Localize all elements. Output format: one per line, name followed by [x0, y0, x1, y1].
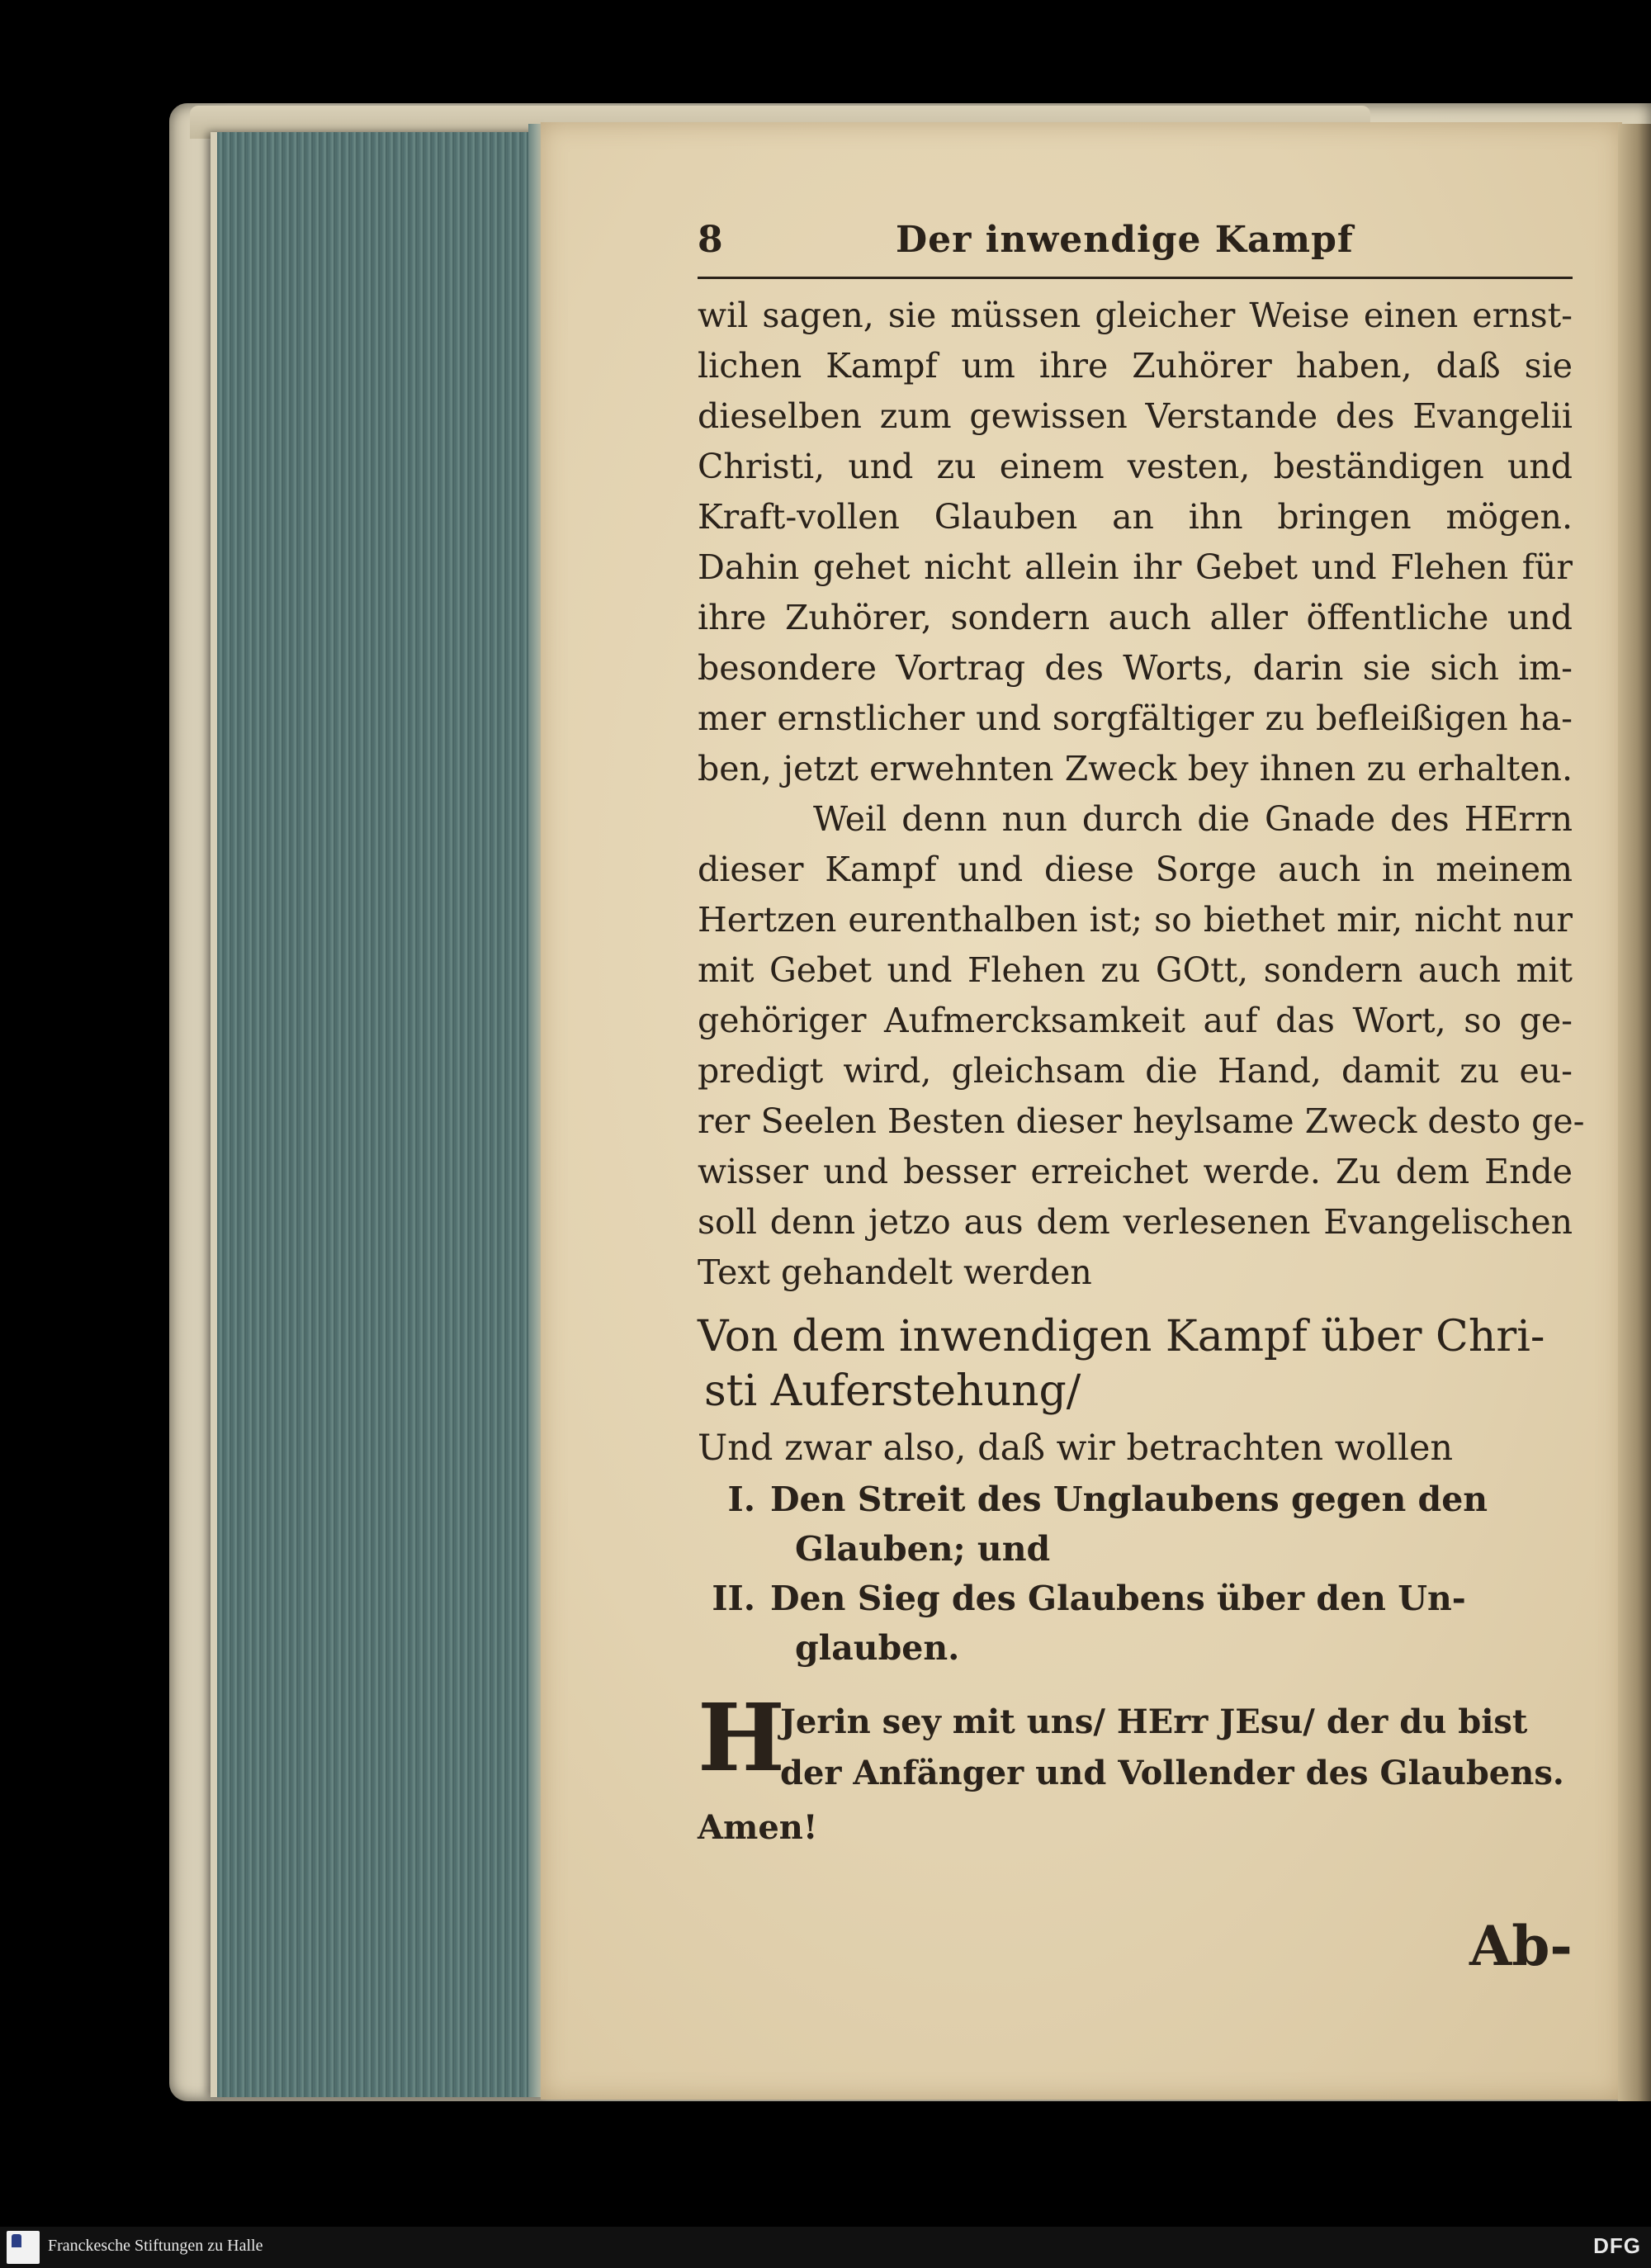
text-line: predigt wird, gleichsam die Hand, damit zu eu- [698, 1051, 1573, 1091]
page-text [698, 219, 1585, 1868]
part-number: II. [712, 1579, 755, 1618]
part-item [698, 1574, 1573, 1623]
text-line: besondere Vortrag des Worts, darin sie sich im- [698, 648, 1573, 688]
running-title: Der inwendige Kampf [896, 219, 1354, 261]
text-line: soll denn jetzo aus dem verlesenen Evangelischen [698, 1202, 1573, 1242]
paragraph-1 [698, 291, 1573, 794]
page-number: 8 [698, 219, 723, 261]
prayer [698, 1684, 1573, 1868]
text-line: Kraft-vollen Glauben an ihn bringen mögen. [698, 497, 1573, 537]
text-line: Christi, und zu einem vesten, beständigen und [698, 447, 1573, 486]
running-header [698, 219, 1573, 277]
part-text: glauben. [795, 1628, 960, 1668]
text-line: mit Gebet und Flehen zu GOtt, sondern auch mit [698, 950, 1573, 990]
viewer-footer [0, 2227, 1651, 2268]
prayer-line: der Anfänger und Vollender des Glaubens. [780, 1754, 1564, 1792]
text-line: mer ernstlicher und sorgfältiger zu befleißigen ha- [698, 698, 1573, 738]
text-line: Hertzen eurenthalben ist; so biethet mir, nicht nur [698, 900, 1573, 940]
text-line: Weil denn nun durch die Gnade des HErrn [813, 799, 1573, 839]
text-line: ben, jetzt erwehnten Zweck bey ihnen zu erhalten. [698, 749, 1573, 788]
text-line: gehöriger Aufmercksamkeit auf das Wort, so ge- [698, 1001, 1573, 1040]
text-line: wisser und besser erreichet werde. Zu dem Ende [698, 1152, 1573, 1191]
part-text: Den Sieg des Glaubens über den Un- [770, 1579, 1466, 1618]
paragraph-2 [698, 794, 1585, 1298]
drop-cap: H [698, 1684, 785, 1792]
facing-page-edge [1618, 124, 1651, 2101]
text-line: Text gehandelt werden [698, 1252, 1092, 1292]
theme-line: Von dem inwendigen Kampf über Chri- [698, 1312, 1545, 1361]
building-icon [12, 2234, 21, 2247]
part-text: Den Streit des Unglaubens gegen den [770, 1480, 1488, 1519]
part-text: Glauben; und [795, 1529, 1051, 1569]
text-line: dieser Kampf und diese Sorge auch in meinem [698, 850, 1573, 889]
text-line: ihre Zuhörer, sondern auch aller öffentliche und [698, 598, 1573, 637]
theme-line: sti Auferstehung/ [704, 1366, 1081, 1416]
part-item [698, 1475, 1573, 1524]
text-line: lichen Kampf um ihre Zuhörer haben, daß sie [698, 346, 1573, 386]
text-line: dieselben zum gewissen Verstande des Evangelii [698, 396, 1573, 436]
text-line: rer Seelen Besten dieser heylsame Zweck desto ge- [698, 1101, 1585, 1141]
dfg-logo: DFG [1593, 2233, 1641, 2258]
part-number: I. [727, 1480, 755, 1519]
prayer-amen: Amen! [698, 1808, 818, 1847]
theme-intro: Und zwar also, daß wir betrachten wollen [698, 1428, 1454, 1469]
text-line: Dahin gehet nicht allein ihr Gebet und Flehen für [698, 547, 1573, 587]
header-rule [698, 277, 1573, 279]
catchword: Ab- [1469, 1914, 1573, 1978]
page-block-edges [211, 132, 547, 2097]
text-line: wil sagen, sie müssen gleicher Weise einen ernst- [698, 296, 1573, 335]
prayer-line: Jerin sey mit uns/ HErr JEsu/ der du bist [780, 1702, 1528, 1741]
institution-name: Franckesche Stiftungen zu Halle [48, 2237, 263, 2255]
